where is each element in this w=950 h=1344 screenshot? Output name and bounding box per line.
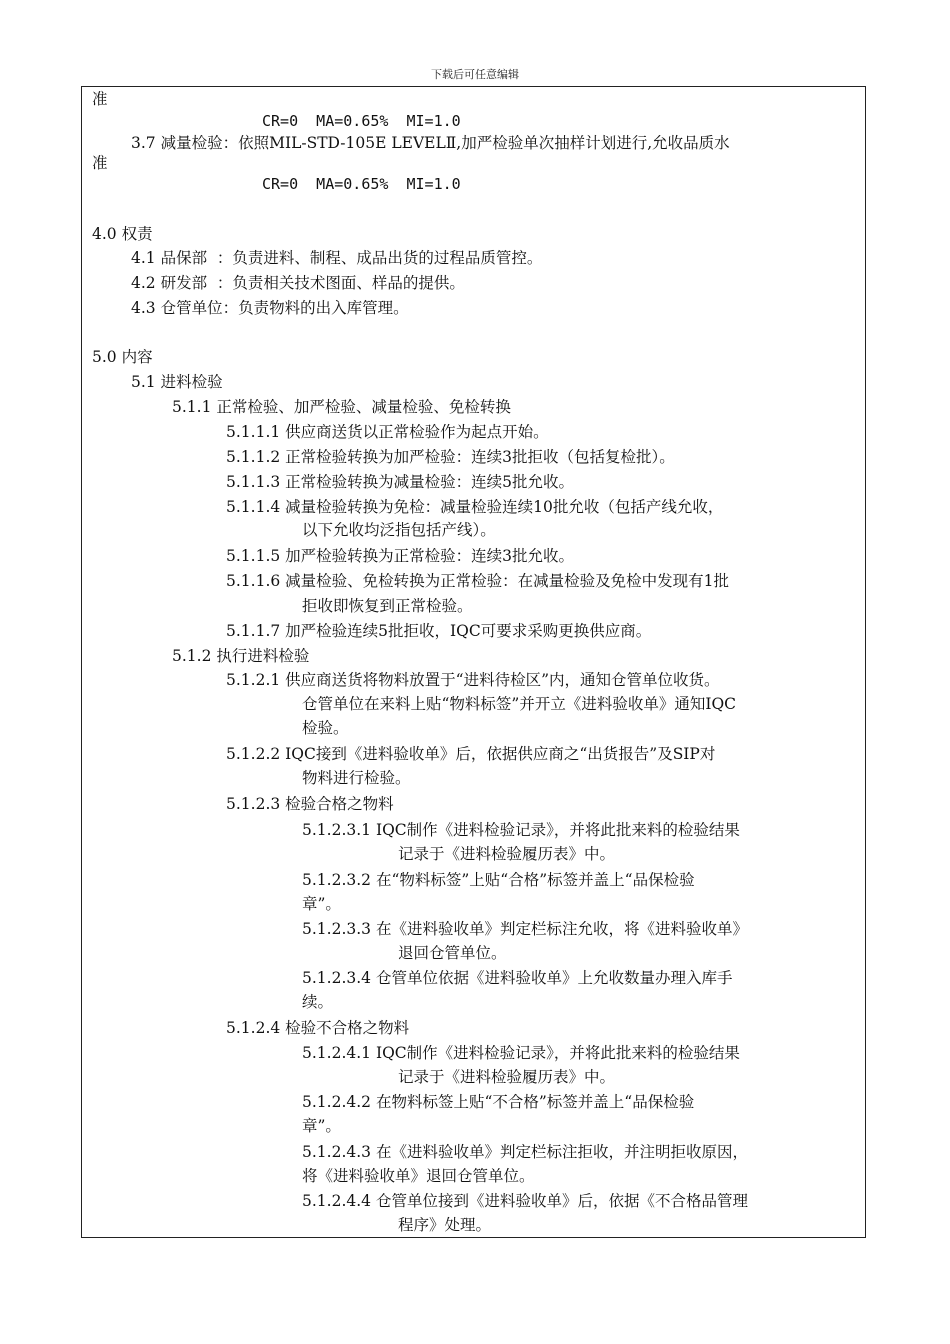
- text-line: 检验。: [302, 719, 349, 737]
- text-line: 退回仓管单位。: [398, 944, 507, 962]
- text-line: 以下允收均泛指包括产线）。: [302, 521, 496, 539]
- section-heading: 5.0 内容: [92, 348, 153, 366]
- text-line: 4.1 品保部 ：负责进料、制程、成品出货的过程品质管控。: [131, 249, 543, 267]
- text-line: 5.1.2.4.3 在《进料验收单》判定栏标注拒收，并注明拒收原因，: [302, 1143, 748, 1161]
- text-line: 仓管单位在来料上贴“物料标签”并开立《进料验收单》通知IQC: [302, 695, 737, 713]
- text-line: 4.3 仓管单位：负责物料的出入库管理。: [131, 299, 409, 317]
- text-line: 物料进行检验。: [302, 769, 411, 787]
- text-line: 续。: [302, 993, 334, 1011]
- text-line: 5.1.1 正常检验、加严检验、减量检验、免检转换: [172, 398, 511, 416]
- text-line: 5.1.1.2 正常检验转换为加严检验：连续3批拒收（包括复检批）。: [226, 448, 675, 466]
- text-line: CR=0 MA=0.65% MI=1.0: [262, 175, 461, 193]
- text-line: 3.7 减量检验：依照MIL-STD-105E LEVELⅡ,加严检验单次抽样计划进行,允收品质水: [131, 134, 730, 152]
- text-line: 章”。: [302, 895, 341, 913]
- text-line: 5.1.2.4.2 在物料标签上贴“不合格”标签并盖上“品保检验: [302, 1093, 695, 1111]
- text-line: 准: [92, 154, 108, 172]
- text-line: 记录于《进料检验履历表》中。: [398, 1068, 616, 1086]
- text-line: 5.1.2.2 IQC接到《进料验收单》后，依据供应商之“出货报告”及SIP对: [226, 745, 716, 763]
- text-line: 5.1.1.5 加严检验转换为正常检验：连续3批允收。: [226, 547, 575, 565]
- text-line: 5.1.1.6 减量检验、免检转换为正常检验：在减量检验及免检中发现有1批: [226, 572, 730, 590]
- text-line: 5.1.2.3.1 IQC制作《进料检验记录》，并将此批来料的检验结果: [302, 821, 740, 839]
- text-line: 5.1.2.4.1 IQC制作《进料检验记录》，并将此批来料的检验结果: [302, 1044, 740, 1062]
- text-line: 拒收即恢复到正常检验。: [302, 597, 473, 615]
- text-line: 5.1.2 执行进料检验: [172, 647, 310, 665]
- text-line: 5.1.1.3 正常检验转换为减量检验：连续5批允收。: [226, 473, 575, 491]
- text-line: 4.2 研发部 ：负责相关技术图面、样品的提供。: [131, 274, 465, 292]
- section-heading: 4.0 权责: [92, 225, 153, 243]
- text-line: 记录于《进料检验履历表》中。: [398, 845, 616, 863]
- text-line: 准: [92, 90, 108, 108]
- text-line: 5.1 进料检验: [131, 373, 223, 391]
- text-line: 5.1.1.1 供应商送货以正常检验作为起点开始。: [226, 423, 549, 441]
- text-line: 将《进料验收单》退回仓管单位。: [302, 1167, 535, 1185]
- text-line: 程序》处理。: [398, 1216, 492, 1234]
- text-line: 5.1.1.4 减量检验转换为免检：减量检验连续10批允收（包括产线允收，: [226, 498, 724, 516]
- text-line: 5.1.2.3 检验合格之物料: [226, 795, 394, 813]
- text-line: 5.1.1.7 加严检验连续5批拒收，IQC可要求采购更换供应商。: [226, 622, 652, 640]
- text-line: 5.1.2.3.2 在“物料标签”上贴“合格”标签并盖上“品保检验: [302, 871, 695, 889]
- text-line: 章”。: [302, 1117, 341, 1135]
- text-line: 5.1.2.3.3 在《进料验收单》判定栏标注允收，将《进料验收单》: [302, 920, 748, 938]
- text-line: CR=0 MA=0.65% MI=1.0: [262, 112, 461, 130]
- page-header: 下载后可任意编辑: [431, 68, 519, 81]
- text-line: 5.1.2.4.4 仓管单位接到《进料验收单》后，依据《不合格品管理: [302, 1192, 748, 1210]
- text-line: 5.1.2.3.4 仓管单位依据《进料验收单》上允收数量办理入库手: [302, 969, 733, 987]
- text-line: 5.1.2.4 检验不合格之物料: [226, 1019, 410, 1037]
- text-line: 5.1.2.1 供应商送货将物料放置于“进料待检区”内，通知仓管单位收货。: [226, 671, 720, 689]
